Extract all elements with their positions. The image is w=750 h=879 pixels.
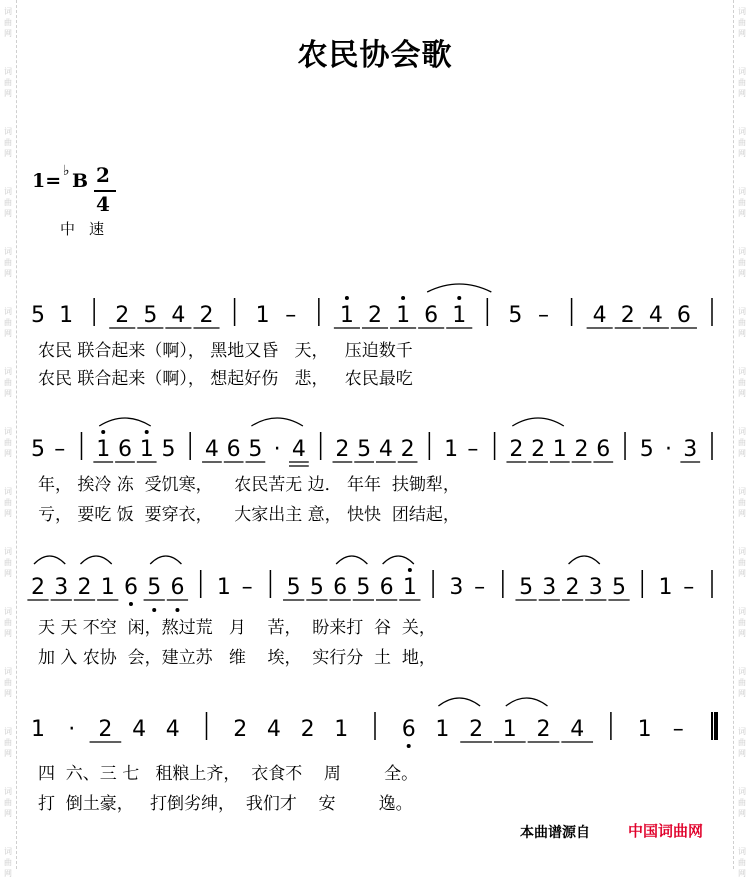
note-digit: 2 [77,575,92,600]
note-digit: 6 [117,437,132,462]
note-digit: 5 [309,575,324,600]
note-digit: 2 [115,303,130,328]
note-digit: 1 [452,303,467,328]
note-digit: 5 [143,303,158,328]
note-digit: 6 [676,303,691,328]
note-digit: 5 [639,437,654,462]
note-digit: 1 [216,575,231,600]
note-digit: 4 [165,717,180,742]
tie-slur [251,418,302,426]
watermark-text: 词 曲 网 [738,667,746,698]
lyric-row-3-verse-2: 加 入 农协 会，建立苏 维 埃， 实行分 土 地， [38,648,436,668]
note-digit: 1 [435,717,450,742]
lyric-row-2-verse-1: 年， 挨冷 冻 受饥寒， 农民苦无 边． 年年 扶锄犁， [38,475,460,495]
octave-low-dot [152,608,156,612]
note-digit: 4 [171,303,186,328]
note-digit: 4 [592,303,607,328]
note-digit: 6 [379,575,394,600]
note-digit: 4 [204,437,219,462]
watermark-text: 词 曲 网 [4,307,12,338]
note-digit: 2 [531,437,546,462]
watermark-text: 词 曲 网 [738,7,746,38]
note-digit: 1 [139,437,154,462]
tie-slur [150,556,181,564]
tie-slur [438,698,480,706]
note-digit: 2 [574,437,589,462]
tempo-marking: 中速 [60,220,119,238]
watermark-text: 词 曲 网 [738,607,746,638]
note-digit: 1 [396,303,411,328]
site-link[interactable]: 中国词曲网 [628,822,704,840]
note-digit: 1 [658,575,673,600]
sustain-dash: – [54,437,66,462]
note-digit: 2 [620,303,635,328]
watermark-text: 词 曲 网 [738,787,746,818]
watermark-text: 词 曲 网 [738,67,746,98]
key-note: B [72,170,89,192]
sustain-dash: – [241,575,253,600]
note-digit: 1 [402,575,417,600]
lyric-row-4-verse-2: 打 倒土豪， 打倒劣绅， 我们才 安 逸。 [38,794,413,814]
octave-high-dot [145,430,149,434]
tie-slur [512,418,563,426]
note-digit: 1 [334,717,349,742]
watermark-text: 词 曲 网 [4,727,12,758]
watermark-text: 词 曲 网 [738,427,746,458]
note-digit: 1 [637,717,652,742]
watermark-text: 词 曲 网 [4,247,12,278]
tie-slur [336,556,367,564]
sustain-dash: – [285,303,297,328]
sustain-dash: – [538,303,549,328]
note-digit: 4 [378,437,393,462]
note-digit: 1 [96,437,111,462]
watermark-text: 词 曲 网 [738,247,746,278]
note-digit: 5 [286,575,301,600]
note-digit: 3 [449,575,464,600]
octave-high-dot [408,568,412,572]
watermark-text: 词 曲 网 [4,7,12,38]
note-digit: 6 [401,717,416,742]
source-label: 本曲谱源自 [520,825,590,841]
tie-slur [427,284,491,292]
note-digit: 6 [424,303,439,328]
note-digit: 2 [509,437,524,462]
watermark-text: 词 曲 网 [4,487,12,518]
octave-low-dot [407,744,411,748]
watermark-text: 词 曲 网 [4,187,12,218]
octave-low-dot [175,608,179,612]
note-digit: 1 [100,575,115,600]
sustain-dash: – [467,437,479,462]
watermark-text: 词 曲 网 [4,427,12,458]
watermark-text: 词 曲 网 [738,127,746,158]
note-digit: 5 [508,303,523,328]
lyric-row-4-verse-1: 四 六、三 七 租粮上齐， 衣食不 周 全。 [38,764,419,784]
note-digit: 2 [300,717,315,742]
dot-marker: · [665,437,673,462]
note-digit: 5 [248,437,263,462]
watermark-text: 词 曲 网 [738,187,746,218]
octave-high-dot [101,430,105,434]
note-digit: 3 [683,437,698,462]
note-digit: 1 [552,437,567,462]
tie-slur [34,556,65,564]
sustain-dash: – [683,575,695,600]
note-digit: 1 [502,717,517,742]
time-signature-bottom: 4 [96,192,110,216]
song-title: 农民协会歌 [297,38,453,73]
note-digit: 2 [335,437,350,462]
note-digit: 1 [339,303,354,328]
note-digit: 6 [170,575,185,600]
note-digit: 1 [59,303,74,328]
lyric-row-3-verse-1: 天 天 不空 闲，熬过荒 月 苦， 盼来打 谷 关， [38,618,436,638]
sustain-dash: – [474,575,486,600]
note-digit: 5 [161,437,176,462]
note-digit: 2 [233,717,248,742]
note-digit: 3 [588,575,603,600]
flat-sign: ♭ [63,163,70,179]
watermark-text: 词 曲 网 [4,607,12,638]
key-prefix: 1= [32,170,62,192]
octave-high-dot [401,296,405,300]
note-digit: 4 [291,437,306,462]
watermark-text: 词 曲 网 [4,847,12,878]
watermark-text: 词 曲 网 [4,367,12,398]
note-digit: 5 [31,303,45,328]
note-digit: 2 [31,575,45,600]
note-digit: 6 [333,575,348,600]
note-digit: 2 [199,303,214,328]
octave-high-dot [457,296,461,300]
note-digit: 2 [469,717,484,742]
note-digit: 5 [612,575,627,600]
note-digit: 4 [266,717,281,742]
lyric-row-1-verse-2: 农民 联合起来（啊）， 想起好伤 悲， 农民最吃 [38,369,413,389]
note-digit: 5 [31,437,45,462]
sustain-dash: – [672,717,684,742]
tie-slur [506,698,548,706]
lyric-row-2-verse-2: 亏， 要吃 饭 要穿衣， 大家出主 意， 快快 团结起， [38,505,460,525]
note-digit: 2 [98,717,113,742]
note-digit: 2 [536,717,551,742]
note-digit: 6 [226,437,241,462]
dot-marker: · [273,437,281,462]
octave-low-dot [129,602,133,606]
note-digit: 5 [357,437,372,462]
watermark-text: 词 曲 网 [738,487,746,518]
watermark-text: 词 曲 网 [4,787,12,818]
note-digit: 3 [542,575,557,600]
watermark-text: 词 曲 网 [738,307,746,338]
note-digit: 1 [255,303,270,328]
note-digit: 4 [132,717,147,742]
note-digit: 1 [444,437,459,462]
note-digit: 2 [400,437,415,462]
tie-slur [99,418,150,426]
watermark-text: 词 曲 网 [738,847,746,878]
watermark-text: 词 曲 网 [4,667,12,698]
note-digit: 6 [596,437,611,462]
watermark-text: 词 曲 网 [738,367,746,398]
note-digit: 4 [570,717,585,742]
watermark-text: 词 曲 网 [4,127,12,158]
octave-high-dot [345,296,349,300]
note-digit: 5 [519,575,534,600]
watermark-text: 词 曲 网 [738,547,746,578]
note-digit: 2 [368,303,382,328]
tie-slur [383,556,414,564]
dot-marker: · [68,717,76,742]
note-digit: 1 [31,717,45,742]
note-digit: 5 [147,575,162,600]
note-digit: 6 [123,575,138,600]
watermark-text: 词 曲 网 [4,547,12,578]
watermark-text: 词 曲 网 [738,727,746,758]
note-digit: 4 [648,303,663,328]
tie-slur [569,556,600,564]
tie-slur [80,556,111,564]
note-digit: 3 [54,575,69,600]
note-digit: 5 [356,575,371,600]
note-digit: 2 [565,575,580,600]
lyric-row-1-verse-1: 农民 联合起来（啊）， 黑地又昏 天， 压迫数千 [38,341,413,361]
watermark-text: 词 曲 网 [4,67,12,98]
time-signature-top: 2 [96,163,110,187]
